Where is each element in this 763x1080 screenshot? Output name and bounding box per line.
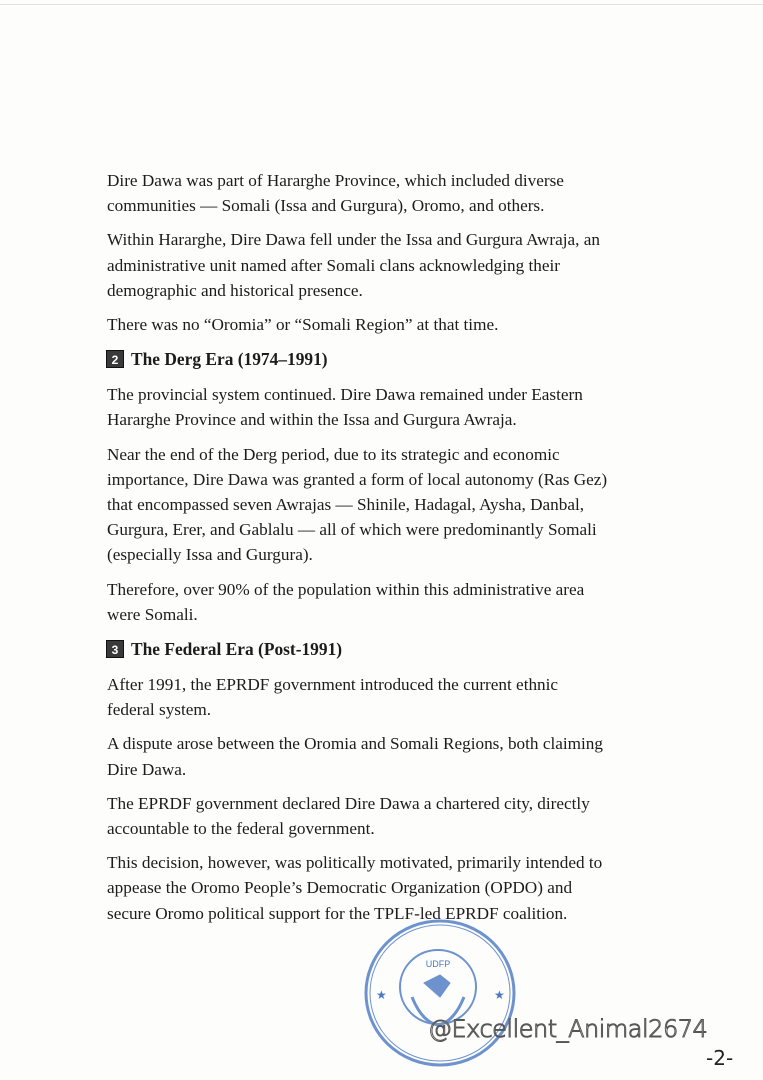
text-line: Therefore, over 90% of the population within this administrative area <box>107 579 585 599</box>
watermark: @Excellent_Animal2674 <box>428 1015 708 1043</box>
text-line: that encompassed seven Awrajas — Shinile, Hadagal, Aysha, Danbal, <box>107 495 585 515</box>
text-line: federal system. <box>107 700 212 720</box>
section-number-badge: 2 <box>106 350 124 368</box>
text-line: (especially Issa and Gurgura). <box>107 545 313 565</box>
text-line: were Somali. <box>107 604 198 624</box>
text-line: After 1991, the EPRDF government introduced the current ethnic <box>107 675 559 695</box>
text-line: The EPRDF government declared Dire Dawa a chartered city, directly <box>107 793 590 813</box>
svg-text:★: ★ <box>494 988 505 1002</box>
paragraph <box>107 577 707 627</box>
paragraph <box>107 168 707 218</box>
text-line: demographic and historical presence. <box>107 280 363 300</box>
text-line: Within Hararghe, Dire Dawa fell under the Issa and Gurgura Awraja, an <box>107 230 600 250</box>
paragraph <box>107 672 707 722</box>
section-heading-3 <box>106 636 707 662</box>
section-title: The Derg Era (1974–1991) <box>131 349 328 370</box>
paragraph <box>107 731 707 781</box>
text-line: Dire Dawa. <box>107 759 187 779</box>
text-line: administrative unit named after Somali clans acknowledging their <box>107 255 560 275</box>
text-line: communities — Somali (Issa and Gurgura), Oromo, and others. <box>107 196 545 216</box>
text-line: There was no “Oromia” or “Somali Region” at that time. <box>107 315 499 335</box>
paragraph <box>107 227 707 303</box>
text-line: Dire Dawa was part of Hararghe Province, which included diverse <box>107 171 564 190</box>
text-line: This decision, however, was politically motivated, primarily intended to <box>107 853 603 873</box>
section-title: The Federal Era (Post-1991) <box>131 639 343 660</box>
text-line: accountable to the federal government. <box>107 819 375 839</box>
paragraph <box>107 850 707 926</box>
page-number: -2- <box>706 1046 734 1070</box>
stamp-center-text: UDFP <box>425 959 451 969</box>
text-line: Hararghe Province and within the Issa and Gurgura Awraja. <box>107 410 517 430</box>
paragraph <box>107 312 707 337</box>
text-line: Gurgura, Erer, and Gablalu — all of which were predominantly Somali <box>107 520 597 540</box>
page-edge <box>0 4 763 5</box>
paragraph <box>107 382 707 432</box>
section-heading-2 <box>106 346 707 372</box>
paragraph <box>107 791 707 841</box>
svg-text:★: ★ <box>376 988 387 1002</box>
paragraph <box>107 442 707 568</box>
document-body <box>107 168 707 935</box>
text-line: Near the end of the Derg period, due to its strategic and economic <box>107 444 560 464</box>
party-stamp <box>362 917 518 1069</box>
text-line: importance, Dire Dawa was granted a form of local autonomy (Ras Gez) <box>107 469 608 489</box>
text-line: appease the Oromo People’s Democratic Organization (OPDO) and <box>107 878 573 898</box>
text-line: secure Oromo political support for the TPLF-led EPRDF coalition. <box>107 903 568 923</box>
text-line: A dispute arose between the Oromia and Somali Regions, both claiming <box>107 734 603 754</box>
section-number-badge: 3 <box>106 640 124 658</box>
text-line: The provincial system continued. Dire Dawa remained under Eastern <box>107 385 583 405</box>
